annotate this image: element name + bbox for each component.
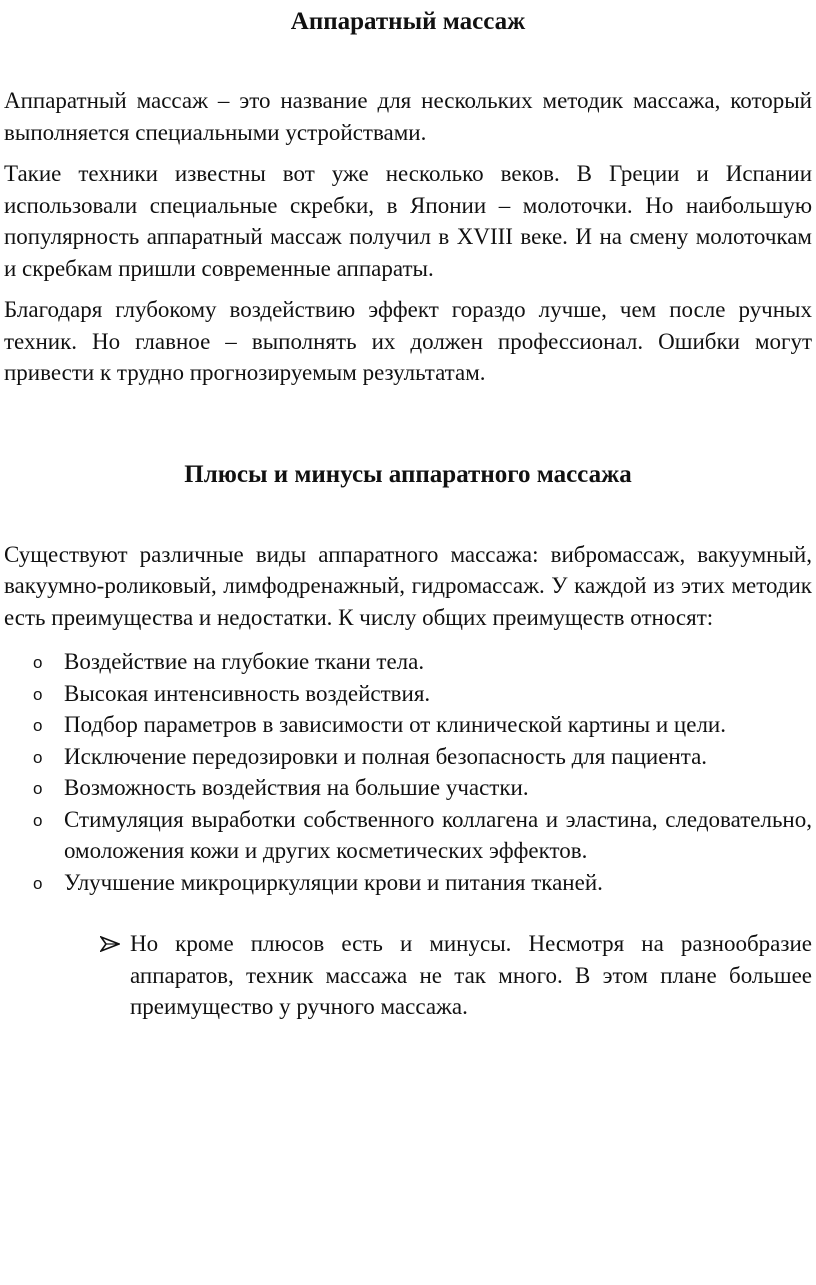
arrow-note bbox=[4, 928, 812, 1023]
list-item bbox=[4, 772, 812, 804]
list-item-text: Воздействие на глубокие ткани тела. bbox=[64, 649, 425, 674]
arrow-bullet-icon bbox=[100, 936, 120, 952]
list-item bbox=[4, 804, 812, 867]
list-item bbox=[4, 867, 812, 899]
list-item-text: Исключение передозировки и полная безопасность для пациента. bbox=[64, 743, 708, 769]
circle-bullet-icon: o bbox=[33, 747, 43, 767]
document-title: Аппаратный массаж bbox=[290, 8, 526, 35]
list-item bbox=[4, 741, 812, 773]
circle-bullet-icon: o bbox=[33, 779, 43, 798]
list-item-text: Высокая интенсивность воздействия. bbox=[64, 680, 431, 706]
paragraph-intro: Аппаратный массаж – это название для нескольких методик массажа, который выполняется специальными устройствами. bbox=[4, 88, 812, 145]
list-item bbox=[4, 709, 812, 741]
section-title: Плюсы и минусы аппаратного массажа bbox=[184, 460, 632, 488]
circle-bullet-icon: o bbox=[33, 716, 43, 735]
circle-bullet-icon: o bbox=[33, 684, 43, 704]
arrow-note-text: Но кроме плюсов есть и минусы. Несмотря на разнообразие аппаратов, техник массажа не так много. В этом плане большее преимущество у ручного массажа. bbox=[130, 931, 812, 1019]
list-item bbox=[4, 646, 812, 678]
circle-bullet-icon: o bbox=[33, 810, 43, 830]
advantages-list bbox=[4, 646, 812, 898]
list-item-text: Возможность воздействия на большие участки. bbox=[64, 775, 529, 800]
list-item-text: Подбор параметров в зависимости от клинической картины и цели. bbox=[64, 712, 726, 737]
list-item-text: Улучшение микроциркуляции крови и питания тканей. bbox=[64, 869, 603, 895]
circle-bullet-icon: o bbox=[33, 873, 43, 893]
list-item-text: Стимуляция выработки собственного коллагена и эластина, следовательно, омоложения кожи и других косметических эффектов. bbox=[64, 806, 812, 863]
paragraph-effect: Благодаря глубокому воздействию эффект гораздо лучше, чем после ручных техник. Но главное – выполнять их должен профессионал. Ошибки могут привести к трудно прогнозируемым результатам. bbox=[4, 297, 812, 385]
paragraph-history: Такие техники известны вот уже несколько веков. В Греции и Испании использовали специальные скребки, в Японии – молоточки. Но наибольшую популярность аппаратный массаж получил в XVIII веке. И на смену молоточкам и скребкам пришли современные аппараты. bbox=[4, 161, 812, 281]
list-item bbox=[4, 678, 812, 710]
section-intro-paragraph: Существуют различные виды аппаратного массажа: вибромассаж, вакуумный, вакуумно-роликовый, лимфодренажный, гидромассаж. У каждой из этих методик есть преимущества и недостатки. К числу общих преимуществ относят: bbox=[4, 541, 812, 630]
circle-bullet-icon: o bbox=[33, 653, 43, 672]
